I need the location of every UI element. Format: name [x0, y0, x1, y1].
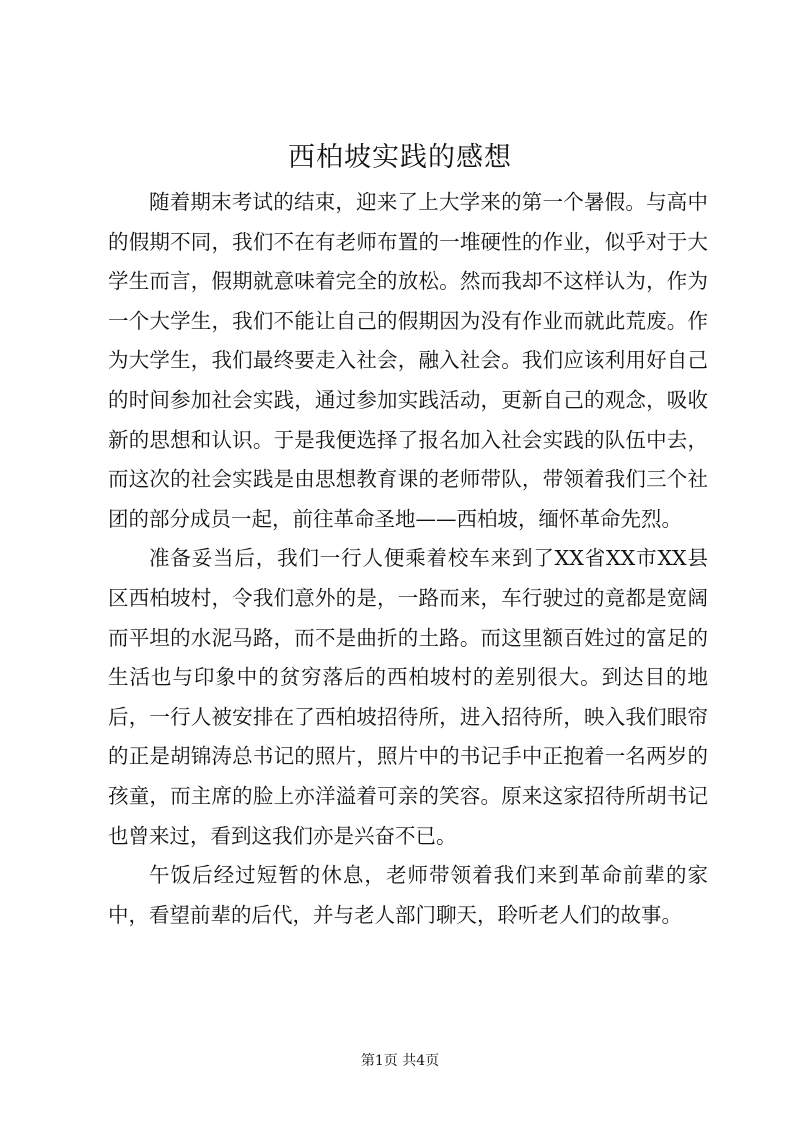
document-title: 西柏坡实践的感想: [288, 142, 512, 173]
page-number-footer: 第1页 共4页: [360, 1053, 440, 1069]
paragraph: 准备妥当后，我们一行人便乘着校车来到了XX省XX市XX县区西柏坡村，令我们意外的是，一路而来，车行驶过的竟都是宽阔而平坦的水泥马路，而不是曲折的土路。而这里额百姓过的富足的生活也与印象中的贫穷落后的西柏坡村的差别很大。到达目的地后，一行人被安排在了西柏坡招待所，进入招待所，映入我们眼帘的正是胡锦涛总书记的照片，照片中的书记手中正抱着一名两岁的孩童，而主席的脸上亦洋溢着可亲的笑容。原来这家招待所胡书记也曾来过，看到这我们亦是兴奋不已。: [108, 546, 708, 848]
paragraph: 随着期末考试的结束，迎来了上大学来的第一个暑假。与高中的假期不同，我们不在有老师布置的一堆硬性的作业，似乎对于大学生而言，假期就意味着完全的放松。然而我却不这样认为，作为一个大学生，我们不能让自己的假期因为没有作业而就此荒废。作为大学生，我们最终要走入社会，融入社会。我们应该利用好自己的时间参加社会实践，通过参加实践活动，更新自己的观念，吸收新的思想和认识。于是我便选择了报名加入社会实践的队伍中去，而这次的社会实践是由思想教育课的老师带队，带领着我们三个社团的部分成员一起，前往革命圣地——西柏坡，缅怀革命先烈。: [108, 190, 708, 531]
document-body: [108, 183, 708, 935]
paragraph: 午饭后经过短暂的休息，老师带领着我们来到革命前辈的家中，看望前辈的后代，并与老人部门聊天，聆听老人们的故事。: [108, 863, 708, 927]
